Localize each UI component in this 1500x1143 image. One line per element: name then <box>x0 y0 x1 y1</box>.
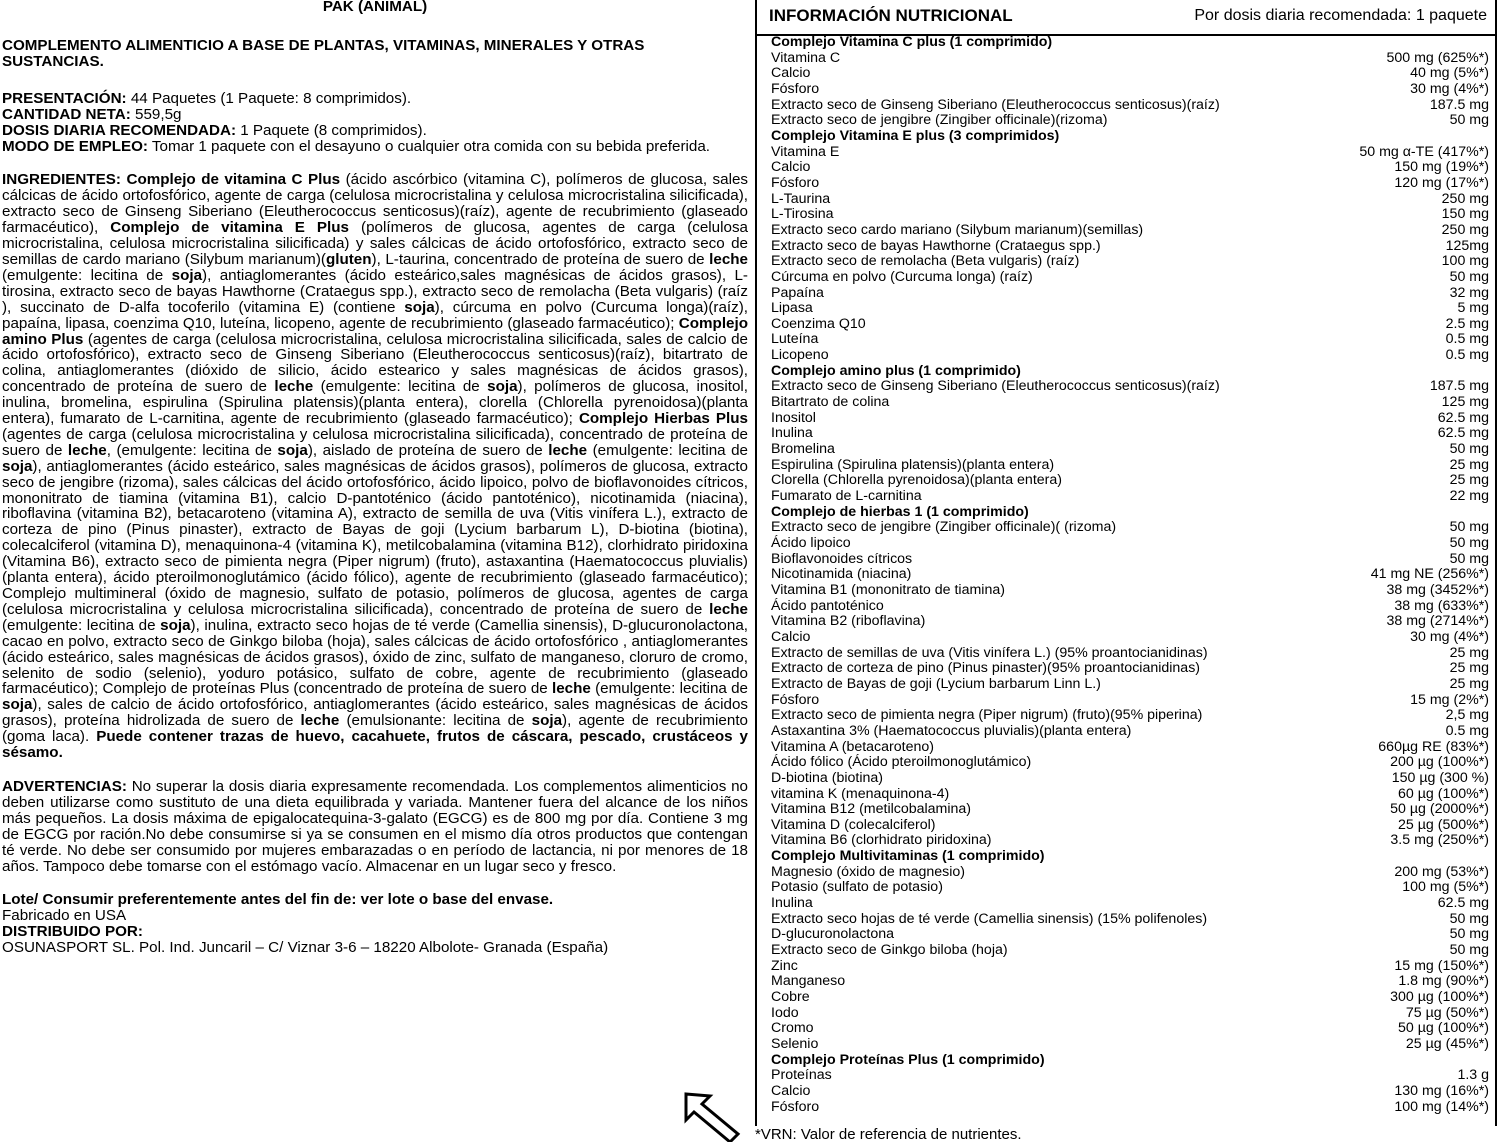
nutrient-name: Complejo Vitamina C plus (1 comprimido) <box>771 34 1053 50</box>
nutrient-name: Vitamina B1 (mononitrato de tiamina) <box>771 581 1005 598</box>
nutrient-name: Inulina <box>771 425 813 442</box>
info-label: PRESENTACIÓN: <box>2 89 127 107</box>
nutrient-amount: 250 mg <box>1441 190 1489 207</box>
nutrient-name: Bitartrato de colina <box>771 394 890 411</box>
ingredient-segment: (agentes de carga (celulosa microcristalina, celulosa microcristalina silicificada, sales de calcio de ácido ortofosfórico), extracto seco de Ginseng Siberiano (Eleutherococcus senticosus)(raíz), bitartrato de colina, antiaglomerantes (dióxido de silicio, ácido estearico y sales magnésicas de ácidos grasos), concentrado de proteína de suero de <box>2 330 748 396</box>
nutrition-serving: Por dosis diaria recomendada: 1 paquete <box>1194 7 1487 24</box>
nutrient-name: Extracto seco de jengibre (Zingiber officinale)(rizoma) <box>771 112 1108 129</box>
nutrition-row <box>771 395 1489 411</box>
nutrition-row <box>771 301 1489 317</box>
nutrition-row <box>771 379 1489 395</box>
nutrient-name: Complejo de hierbas 1 (1 comprimido) <box>771 503 1029 520</box>
nutrient-name: Extracto seco de pimienta negra (Piper nigrum) (fruto)(95% piperina) <box>771 707 1203 724</box>
nutrient-name: Ácido pantoténico <box>771 597 884 614</box>
nutrient-amount: 187.5 mg <box>1429 96 1489 113</box>
ingredient-segment: ), cúrcuma en polvo (Curcuma longa)(raíz), papaína, lipasa, coenzima Q10, luteína, licopeno, agente de recubrimiento (glaseado farmacéutico); <box>2 298 748 332</box>
ingredient-bold-segment: leche <box>552 680 591 698</box>
nutrition-row <box>771 536 1489 552</box>
ingredient-segment: ), antiaglomerantes (ácido esteárico,sales magnésicas de ácidos grasos), L-tirosina, extracto seco de bayas Hawthorne (Crataegus spp.), extracto seco de remolacha (Beta vulgaris) (raíz ), succinato de D-alfa tocoferilo (vitamina E) (contiene <box>2 266 748 316</box>
ingredient-bold-segment: Complejo amino Plus <box>2 314 748 348</box>
nutrient-name: vitamina K (menaquinona-4) <box>771 785 950 802</box>
nutrient-amount: 50 mg <box>1449 268 1489 285</box>
nutrition-row <box>771 489 1489 505</box>
nutrient-amount: 60 µg (100%*) <box>1398 785 1489 802</box>
nutrient-name: Lipasa <box>771 300 813 317</box>
nutrition-row <box>771 880 1489 896</box>
nutrient-name: Manganeso <box>771 973 846 990</box>
ingredient-bold-segment: gluten <box>325 250 372 268</box>
ingredient-bold-segment: Complejo de vitamina E Plus <box>110 219 350 237</box>
nutrient-name: Ácido lipoico <box>771 535 851 551</box>
nutrition-row <box>771 833 1489 849</box>
nutrient-amount: 25 µg (45%*) <box>1405 1036 1489 1052</box>
ingredient-segment: ), sales de calcio de ácido ortofosfórico, antiaglomerantes (ácido esteárico, sales magnésicas de ácidos grasos), proteína hidrolizada de suero de <box>2 696 748 730</box>
ingredient-bold-segment: Complejo Hierbas Plus <box>578 410 748 428</box>
nutrition-row <box>771 818 1489 834</box>
nutrient-name: Coenzima Q10 <box>771 315 866 332</box>
info-value: 1 Paquete (8 comprimidos). <box>236 121 427 139</box>
nutrition-row <box>771 552 1489 568</box>
nutrient-amount: 32 mg <box>1449 284 1489 301</box>
nutrient-amount: 38 mg (633%*) <box>1394 597 1489 614</box>
nutrient-amount: 150 mg (19%*) <box>1394 159 1489 176</box>
nutrient-name: Complejo Proteínas Plus (1 comprimido) <box>771 1051 1045 1068</box>
nutrient-name: Fumarato de L-carnitina <box>771 488 922 505</box>
nutrition-row <box>771 599 1489 615</box>
nutrient-name: Extracto seco de bayas Hawthorne (Crataegus spp.) <box>771 237 1101 254</box>
nutrient-amount: 25 µg (500%*) <box>1398 816 1489 833</box>
nutrition-row <box>771 927 1489 943</box>
nutrient-amount: 50 mg <box>1449 112 1489 129</box>
nutrition-row <box>771 646 1489 662</box>
nutrient-name: Complejo Vitamina E plus (3 comprimidos) <box>771 127 1060 144</box>
product-info <box>2 91 748 155</box>
nutrient-name: Extracto seco de Ginkgo biloba (hoja) <box>771 942 1008 959</box>
nutrient-amount: 50 mg α-TE (417%*) <box>1359 143 1489 160</box>
nutrition-row <box>771 1100 1489 1116</box>
nutrient-amount: 50 mg <box>1449 519 1489 536</box>
warnings-text <box>2 779 748 874</box>
nutrient-name: D-biotina (biotina) <box>771 769 883 786</box>
nutrient-name: Vitamina E <box>771 143 840 160</box>
nutrition-row <box>771 693 1489 709</box>
nutrition-row <box>771 145 1489 161</box>
nutrition-row <box>771 317 1489 333</box>
nutrient-name: Clorella (Chlorella pyrenoidosa)(planta entera) <box>771 472 1062 489</box>
info-label: MODO DE EMPLEO: <box>2 137 148 155</box>
nutrition-row <box>771 661 1489 677</box>
nutrient-name: Extracto de semillas de uva (Vitis vinífera L.) (95% proantocianidinas) <box>771 644 1208 661</box>
nutrient-amount: 3.5 mg (250%*) <box>1390 832 1489 849</box>
nutrient-name: Extracto seco de Ginseng Siberiano (Eleutherococcus senticosus)(raíz) <box>771 378 1220 395</box>
nutrient-amount: 120 mg (17%*) <box>1394 174 1489 191</box>
nutrient-amount: 50 µg (2000%*) <box>1390 801 1489 818</box>
nutrition-section-header <box>771 35 1489 51</box>
nutrition-row <box>771 1006 1489 1022</box>
warnings-label: ADVERTENCIAS: <box>2 777 127 795</box>
nutrition-row <box>771 614 1489 630</box>
nutrient-amount: 62.5 mg <box>1437 409 1489 426</box>
nutrition-section-header <box>771 1053 1489 1069</box>
nutrient-name: Iodo <box>771 1004 799 1021</box>
info-line <box>2 91 748 107</box>
nutrient-name: Fósforo <box>771 691 820 708</box>
nutrient-amount: 38 mg (2714%*) <box>1386 613 1489 630</box>
nutrient-amount: 130 mg (16%*) <box>1394 1082 1489 1099</box>
ingredient-bold-segment: soja <box>404 298 435 316</box>
nutrient-name: Papaína <box>771 284 824 301</box>
nutrition-section-header <box>771 364 1489 380</box>
nutrition-row <box>771 755 1489 771</box>
nutrient-amount: 125mg <box>1445 237 1489 254</box>
nutrition-row <box>771 520 1489 536</box>
nutrition-row <box>771 223 1489 239</box>
nutrition-footnote: *VRN: Valor de referencia de nutrientes. <box>755 1126 1022 1143</box>
nutrient-amount: 1.3 g <box>1457 1067 1489 1084</box>
ingredient-bold-segment: soja <box>171 266 203 284</box>
nutrient-name: Extracto de corteza de pino (Pinus pinaster)(95% proantocianidinas) <box>771 660 1201 677</box>
nutrient-name: Vitamina C <box>771 49 841 66</box>
ingredient-bold-segment: leche <box>67 441 107 459</box>
nutrition-row <box>771 113 1489 129</box>
made-in-text: Fabricado en USA <box>2 907 127 925</box>
nutrient-amount: 2,5 mg <box>1445 707 1489 724</box>
nutrient-name: Extracto de Bayas de goji (Lycium barbarum Linn L.) <box>771 675 1101 692</box>
nutrient-name: Nicotinamida (niacina) <box>771 566 912 583</box>
info-value: 559,5g <box>130 105 182 123</box>
nutrient-name: Extracto seco de jengibre (Zingiber officinale)( (rizoma) <box>771 519 1117 536</box>
nutrition-row <box>771 270 1489 286</box>
nutrition-row <box>771 411 1489 427</box>
nutrient-amount: 50 mg <box>1449 942 1489 959</box>
nutrient-amount: 25 mg <box>1449 644 1489 661</box>
nutrition-header <box>757 0 1495 36</box>
nutrient-amount: 40 mg (5%*) <box>1410 65 1489 82</box>
nutrition-row <box>771 802 1489 818</box>
nutrient-amount: 200 µg (100%*) <box>1390 754 1489 771</box>
nutrient-name: Proteínas <box>771 1067 832 1084</box>
nutrient-amount: 50 mg <box>1449 535 1489 551</box>
nutrition-row <box>771 51 1489 67</box>
ingredient-segment: ), inulina, extracto seco hojas de té verde (Camellia sinensis), D-glucuronolactona, cacao en polvo, extracto seco de Ginkgo biloba (hoja), sales cálcicas de ácido ortofosfórico , antiaglomerantes (ácido esteárico, sales magnésicas de ácidos grasos), óxido de zinc, sulfato de manganeso, cloruro de cromo, selenito de sodio (selenio), yoduro potásico, sulfato de cobre, agente de recubrimiento (glaseado farmacéutico); Complejo de proteínas Plus (concentrado de proteína de suero de <box>2 616 748 698</box>
ingredient-bold-segment: soja <box>277 441 308 459</box>
nutrient-name: Selenio <box>771 1036 819 1052</box>
info-line <box>2 123 748 139</box>
nutrient-name: Vitamina A (betacaroteno) <box>771 738 934 755</box>
nutrition-row <box>771 708 1489 724</box>
nutrition-row <box>771 348 1489 364</box>
nutrition-row <box>771 990 1489 1006</box>
nutrition-row <box>771 160 1489 176</box>
nutrient-name: Extracto seco de remolacha (Beta vulgaris) (raíz) <box>771 253 1080 270</box>
ingredient-bold-segment: leche <box>300 712 340 730</box>
nutrient-amount: 200 mg (53%*) <box>1394 863 1489 880</box>
nutrient-amount: 500 mg (625%*) <box>1386 49 1489 66</box>
ingredient-bold-segment: leche <box>709 600 748 618</box>
nutrient-amount: 50 µg (100%*) <box>1398 1020 1489 1037</box>
nutrient-amount: 22 mg <box>1449 488 1489 505</box>
nutrition-row <box>771 1068 1489 1084</box>
nutrition-row <box>771 974 1489 990</box>
nutrient-amount: 1.8 mg (90%*) <box>1398 973 1489 990</box>
nutrition-row <box>771 207 1489 223</box>
nutrition-row <box>771 176 1489 192</box>
nutrient-amount: 0.5 mg <box>1445 347 1489 364</box>
ingredient-segment: (emulgente: lecitina de <box>590 680 748 698</box>
nutrition-row <box>771 943 1489 959</box>
nutrient-amount: 62.5 mg <box>1437 425 1489 442</box>
nutrition-row <box>771 66 1489 82</box>
nutrient-name: Bromelina <box>771 441 835 458</box>
nutrient-name: Vitamina B6 (clorhidrato piridoxina) <box>771 832 992 849</box>
nutrition-row <box>771 286 1489 302</box>
nutrition-row <box>771 1037 1489 1053</box>
nutrition-row <box>771 724 1489 740</box>
nutrient-amount: 0.5 mg <box>1445 331 1489 348</box>
nutrient-name: Ácido fólico (Ácido pteroilmonoglutámico) <box>771 754 1032 771</box>
nutrition-row <box>771 912 1489 928</box>
nutrient-name: Licopeno <box>771 347 829 364</box>
nutrient-name: Espirulina (Spirulina platensis)(planta entera) <box>771 456 1055 473</box>
nutrient-name: Calcio <box>771 159 811 176</box>
product-subtitle: COMPLEMENTO ALIMENTICIO A BASE DE PLANTAS, VITAMINAS, MINERALES Y OTRAS SUSTANCIAS. <box>2 37 645 70</box>
nutrient-amount: 15 mg (2%*) <box>1410 691 1489 708</box>
nutrition-row <box>771 567 1489 583</box>
ingredient-segment: (ácido ascórbico (vitamina C), polímeros de glucosa, sales cálcicas de ácido ortofosfórico, agente de carga (celulosa microcristalina y celulosa microcristalina silicificada), extracto seco de Ginseng Siberiano (Eleutherococcus senticosus)(raíz), agente de recubrimiento (glaseado farmacéutico), <box>2 171 749 237</box>
nutrient-amount: 2.5 mg <box>1445 315 1489 332</box>
nutrient-amount: 100 mg (14%*) <box>1394 1098 1489 1115</box>
ingredient-bold-segment: leche <box>548 441 588 459</box>
ingredient-segment: ), agente de recubrimiento (goma laca). <box>2 712 748 746</box>
nutrient-name: Complejo Multivitaminas (1 comprimido) <box>771 848 1045 865</box>
nutrient-name: Vitamina B2 (riboflavina) <box>771 613 926 630</box>
ingredient-segment: , (emulgente: lecitina de <box>106 441 278 459</box>
ingredient-segment: ), antiaglomerantes (ácido esteárico, sales magnésicas de ácidos grasos), polímeros de glucosa, extracto seco de jengibre (rizoma), sales cálcicas del ácido ortofosfórico, ácido lipoico, polvo de bioflavonoides cítricos, mononitrato de tiamina (vitamina B1), calcio D-pantoténico (ácido pantoténico), nicotinamida (niacina), riboflavina (vitamina B2), betacaroteno (vitamina A), extracto de semilla de uva (Vitis vinífera L.), extracto de corteza de pino (Pinus pinaster), extracto de Bayas de goji (Lycium barbarum L), D-biotina (biotina), colecalciferol (vitamina D), menaquinona-4 (vitamina K), metilcobalamina (vitamina B12), clorhidrato piridoxina (Vitamina B6), extracto seco de pimienta negra (Piper nigrum) (fruto), astaxantina (Haematococcus pluvialis)(planta entera), ácido pteroilmonoglutámico (ácido fólico), agente de recubrimiento (glaseado farmacéutico); Complejo multimineral (óxido de magnesio, sulfato de potasio, polímeros de glucosa, agentes de carga (celulosa microcristalina y celulosa microcristalina silicificada), concentrado de proteína de suero de <box>2 457 748 618</box>
nutrient-amount: 25 mg <box>1449 675 1489 692</box>
nutrient-name: Fósforo <box>771 1098 820 1115</box>
nutrition-row <box>771 82 1489 98</box>
nutrient-name: Extracto seco hojas de té verde (Camellia sinensis) (15% polifenoles) <box>771 910 1208 927</box>
nutrition-section-header <box>771 505 1489 521</box>
nutrient-name: L-Taurina <box>771 190 831 207</box>
nutrient-name: Cúrcuma en polvo (Curcuma longa) (raíz) <box>771 268 1033 285</box>
nutrition-row <box>771 583 1489 599</box>
ingredient-segment: (emulgente: lecitina de <box>313 378 488 396</box>
nutrient-amount: 187.5 mg <box>1429 378 1489 395</box>
nutrient-amount: 125 mg <box>1441 394 1489 411</box>
ingredient-bold-segment: soja <box>160 616 191 634</box>
nutrient-name: Extracto seco cardo mariano (Silybum marianum)(semillas) <box>771 221 1144 238</box>
nutrient-amount: 15 mg (150%*) <box>1394 957 1489 974</box>
nutrient-amount: 41 mg NE (256%*) <box>1370 566 1489 583</box>
nutrient-amount: 62.5 mg <box>1437 895 1489 912</box>
nutrient-amount: 0.5 mg <box>1445 722 1489 739</box>
ingredient-segment: (emulgente: lecitina de <box>587 441 748 459</box>
ingredient-bold-segment: INGREDIENTES: <box>2 171 127 189</box>
nutrition-row <box>771 332 1489 348</box>
nutrition-row <box>771 239 1489 255</box>
nutrient-name: Potasio (sulfato de potasio) <box>771 879 943 896</box>
nutrient-name: Fósforo <box>771 80 820 97</box>
info-label: CANTIDAD NETA: <box>2 105 131 123</box>
nutrition-row <box>771 959 1489 975</box>
nutrition-row <box>771 473 1489 489</box>
nutrient-name: Inositol <box>771 409 816 426</box>
nutrition-title: INFORMACIÓN NUTRICIONAL <box>769 6 1013 25</box>
nutrition-row <box>771 630 1489 646</box>
ingredient-segment: (emulgente: lecitina de <box>2 616 161 634</box>
nutrient-name: Calcio <box>771 1082 811 1099</box>
ingredient-bold-segment: soja <box>2 457 33 475</box>
arrow-icon <box>682 1090 742 1142</box>
ingredient-bold-segment: soja <box>487 378 518 396</box>
nutrient-name: Luteína <box>771 331 819 348</box>
nutrient-amount: 25 mg <box>1449 456 1489 473</box>
ingredient-bold-segment: leche <box>274 378 314 396</box>
product-title: PAK (ANIMAL) <box>322 0 428 15</box>
warnings-body: No superar la dosis diaria expresamente recomendada. Los complementos alimenticios no deben utilizarse como sustituto de una dieta equilibrada y variada. Mantener fuera del alcance de los niños más pequeños. La dosis máxima de epigalocatequina-3-galato (EGCG) es de 800 mg por día. Contiene 3 mg de EGCG por ración.No debe consumirse si ya se consumen en el mismo día otros productos que contengan té verde. No debe ser consumido por mujeres embarazadas o en período de lactancia, ni por menores de 18 años. Tampoco debe tomarse con el estómago vacío. Almacenar en un lugar seco y fresco. <box>2 777 748 875</box>
nutrition-rows <box>771 35 1489 1115</box>
label-text-column <box>2 0 748 956</box>
info-line <box>2 139 748 155</box>
nutrient-amount: 50 mg <box>1449 926 1489 943</box>
nutrient-amount: 30 mg (4%*) <box>1410 80 1489 97</box>
ingredient-segment: ), L-taurina, concentrado de proteína de suero de <box>371 250 710 268</box>
ingredient-segment: (emulgente: lecitina de <box>2 266 172 284</box>
nutrient-amount: 150 µg (300 %) <box>1391 769 1489 786</box>
nutrient-name: Vitamina D (colecalciferol) <box>771 816 936 833</box>
ingredient-bold-segment: leche <box>709 250 748 268</box>
nutrition-row <box>771 1021 1489 1037</box>
nutrient-amount: 150 mg <box>1441 206 1489 223</box>
ingredients-text <box>2 172 748 761</box>
nutrient-name: D-glucuronolactona <box>771 926 895 943</box>
nutrient-amount: 75 µg (50%*) <box>1405 1004 1489 1021</box>
nutrient-amount: 38 mg (3452%*) <box>1386 581 1489 598</box>
nutrient-name: Calcio <box>771 628 811 645</box>
ingredient-bold-segment: soja <box>531 712 563 730</box>
nutrition-row <box>771 1084 1489 1100</box>
nutrition-row <box>771 865 1489 881</box>
info-value: Tomar 1 paquete con el desayuno o cualquier otra comida con su bebida preferida. <box>147 137 711 155</box>
ingredient-segment: ), polímeros de glucosa, inositol, inulina, bromelina, espirulina (Spirulina platensis)(planta entera), clorella (Chlorella pyrenoidosa)(planta entera), fumarato de L-carnitina, agente de recubrimiento (glaseado farmacéutico); <box>2 378 748 428</box>
nutrient-name: Astaxantina 3% (Haematococcus pluvialis)(planta entera) <box>771 722 1132 739</box>
ingredient-bold-segment: Puede contener trazas de huevo, cacahuete, frutos de cáscara, pescado, crustáceos y sésamo. <box>2 728 748 762</box>
ingredient-bold-segment: Complejo de vitamina C Plus <box>126 171 341 189</box>
nutrient-name: Cromo <box>771 1020 814 1037</box>
info-label: DOSIS DIARIA RECOMENDADA: <box>2 121 237 139</box>
nutrient-amount: 50 mg <box>1449 441 1489 458</box>
lote-text: Lote/ Consumir preferentemente antes del fin de: ver lote o base del envase. <box>2 891 554 909</box>
nutrition-row <box>771 771 1489 787</box>
nutrition-row <box>771 442 1489 458</box>
ingredient-segment: (polímeros de glucosa, agentes de carga (celulosa microcristalina, celulosa microcristalina silicificada) y sales cálcicas de ácido ortofosfórico, extracto seco de semillas de cardo mariano (Silybum marianum)( <box>2 219 748 268</box>
nutrition-row <box>771 896 1489 912</box>
nutrient-name: Extracto seco de Ginseng Siberiano (Eleutherococcus senticosus)(raíz) <box>771 96 1220 113</box>
nutrient-amount: 660µg RE (83%*) <box>1378 738 1489 755</box>
nutrient-amount: 100 mg <box>1441 253 1489 270</box>
nutrient-amount: 300 µg (100%*) <box>1390 989 1489 1006</box>
nutrient-name: Vitamina B12 (metilcobalamina) <box>771 801 972 818</box>
info-line <box>2 107 748 123</box>
distributor-text: OSUNASPORT SL. Pol. Ind. Juncaril – C/ Viznar 3-6 – 18220 Albolote- Granada (España) <box>2 939 609 957</box>
nutrient-name: Magnesio (óxido de magnesio) <box>771 863 966 880</box>
nutrient-amount: 250 mg <box>1441 221 1489 238</box>
nutrition-section-header <box>771 129 1489 145</box>
nutrition-row <box>771 192 1489 208</box>
nutrition-row <box>771 426 1489 442</box>
nutrient-name: Inulina <box>771 895 813 912</box>
nutrition-row <box>771 740 1489 756</box>
nutrient-name: Cobre <box>771 989 810 1006</box>
nutrition-panel <box>755 0 1497 1126</box>
ingredient-segment: ), aislado de proteína de suero de <box>307 441 549 459</box>
nutrient-amount: 50 mg <box>1449 910 1489 927</box>
nutrition-row <box>771 458 1489 474</box>
ingredient-segment: (emulsionante: lecitina de <box>339 712 532 730</box>
nutrient-name: Complejo amino plus (1 comprimido) <box>771 362 1021 379</box>
nutrient-amount: 25 mg <box>1449 660 1489 677</box>
nutrition-row <box>771 787 1489 803</box>
nutrient-amount: 25 mg <box>1449 472 1489 489</box>
nutrient-name: Bioflavonoides cítricos <box>771 550 913 567</box>
ingredient-segment: (agentes de carga (celulosa microcristalina y celulosa microcristalina silicificada), concentrado de proteína de suero de <box>2 425 748 459</box>
nutrient-amount: 5 mg <box>1457 300 1489 317</box>
info-value: 44 Paquetes (1 Paquete: 8 comprimidos). <box>126 89 412 107</box>
nutrient-name: Zinc <box>771 957 798 974</box>
nutrient-name: Calcio <box>771 65 811 82</box>
nutrient-amount: 50 mg <box>1449 550 1489 567</box>
nutrition-section-header <box>771 849 1489 865</box>
ingredient-bold-segment: soja <box>2 696 33 714</box>
nutrition-row <box>771 254 1489 270</box>
distributed-label: DISTRIBUIDO POR: <box>2 923 143 941</box>
nutrition-row <box>771 98 1489 114</box>
nutrient-amount: 30 mg (4%*) <box>1410 628 1489 645</box>
nutrition-row <box>771 677 1489 693</box>
nutrient-name: Fósforo <box>771 174 820 191</box>
nutrient-name: L-Tirosina <box>771 206 834 223</box>
nutrient-amount: 100 mg (5%*) <box>1402 879 1489 896</box>
